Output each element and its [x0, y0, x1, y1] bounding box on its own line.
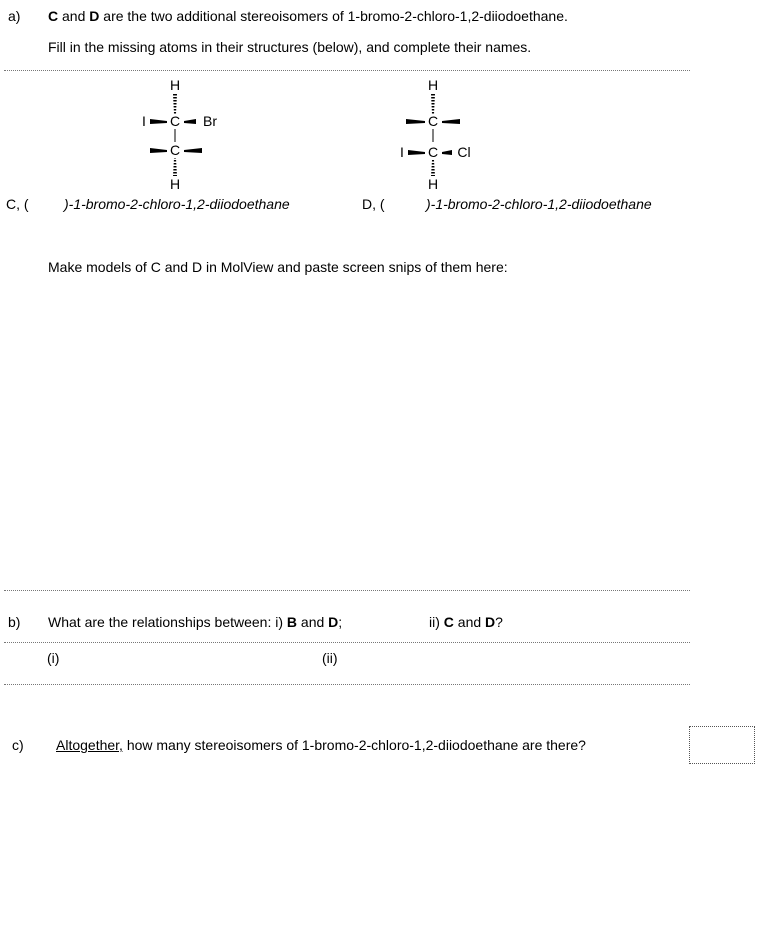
- structure-c: [130, 76, 240, 194]
- atom-c1: C: [427, 113, 439, 129]
- isomer-d: D: [89, 8, 100, 24]
- molview-instruction: Make models of C and D in MolView and paste screen snips of them here:: [48, 259, 508, 275]
- atom-h-top: H: [169, 77, 181, 93]
- answer-i-label: (i): [47, 650, 60, 666]
- atom-i: I: [400, 144, 404, 160]
- wedge-bond: [184, 148, 202, 153]
- text: What are the relationships between: i): [48, 614, 287, 630]
- emphasis: Altogether,: [56, 737, 123, 753]
- divider: [4, 642, 690, 643]
- answer-ii-label: (ii): [322, 650, 338, 666]
- wedge-bond: [408, 150, 425, 155]
- text: how many stereoisomers of 1-bromo-2-chloro-1,2-diiodoethane are there?: [122, 737, 586, 753]
- atom-h-bottom: H: [169, 176, 181, 192]
- text: and: [297, 614, 329, 630]
- atom-c1: C: [169, 113, 181, 129]
- part-b-label: b): [8, 614, 21, 630]
- divider: [4, 70, 690, 71]
- name-c-label: C, (: [6, 196, 29, 212]
- part-c-question: [56, 737, 586, 753]
- part-a-line1: [48, 8, 568, 24]
- wedge-bond: [150, 119, 167, 124]
- name-d-label: D, (: [362, 196, 385, 212]
- isomer-d: D: [485, 614, 496, 630]
- text: and: [453, 614, 486, 630]
- hashed-bond: [431, 94, 435, 114]
- name-c-suffix: )-1-bromo-2-chloro-1,2-diiodoethane: [64, 196, 290, 212]
- atom-c2: C: [427, 144, 439, 160]
- name-d-suffix: )-1-bromo-2-chloro-1,2-diiodoethane: [426, 196, 652, 212]
- atom-br: Br: [203, 113, 217, 129]
- divider: [4, 684, 690, 685]
- isomer-c: C: [48, 8, 59, 24]
- wedge-bond: [442, 150, 452, 155]
- hashed-bond: [173, 158, 177, 176]
- part-b-question-ii: [429, 614, 503, 630]
- text: are the two additional stereoisomers of 1-bromo-2-chloro-1,2-diiodoethane.: [99, 8, 568, 24]
- isomer-b: B: [286, 614, 298, 630]
- atom-h-bottom: H: [427, 176, 439, 192]
- atom-h-top: H: [427, 77, 439, 93]
- structure-d: [388, 76, 498, 194]
- part-a-line2: Fill in the missing atoms in their structures (below), and complete their names.: [48, 39, 532, 55]
- text: and: [58, 8, 90, 24]
- text: ?: [495, 614, 503, 630]
- wedge-bond: [442, 119, 460, 124]
- answer-box[interactable]: [689, 726, 755, 764]
- text: ;: [338, 614, 343, 630]
- divider: [4, 590, 690, 591]
- hashed-bond: [431, 160, 435, 176]
- isomer-d: D: [328, 614, 339, 630]
- wedge-bond: [184, 119, 196, 124]
- part-b-question: [48, 614, 342, 630]
- wedge-bond: [150, 148, 167, 153]
- part-c-label: c): [12, 737, 24, 753]
- text: ii): [429, 614, 444, 630]
- hashed-bond: [173, 94, 177, 114]
- atom-cl: Cl: [457, 144, 471, 160]
- isomer-c: C: [443, 614, 454, 630]
- paste-area[interactable]: [4, 282, 690, 587]
- part-a-label: a): [8, 8, 21, 24]
- wedge-bond: [406, 119, 425, 124]
- atom-i: I: [142, 113, 146, 129]
- atom-c2: C: [169, 142, 181, 158]
